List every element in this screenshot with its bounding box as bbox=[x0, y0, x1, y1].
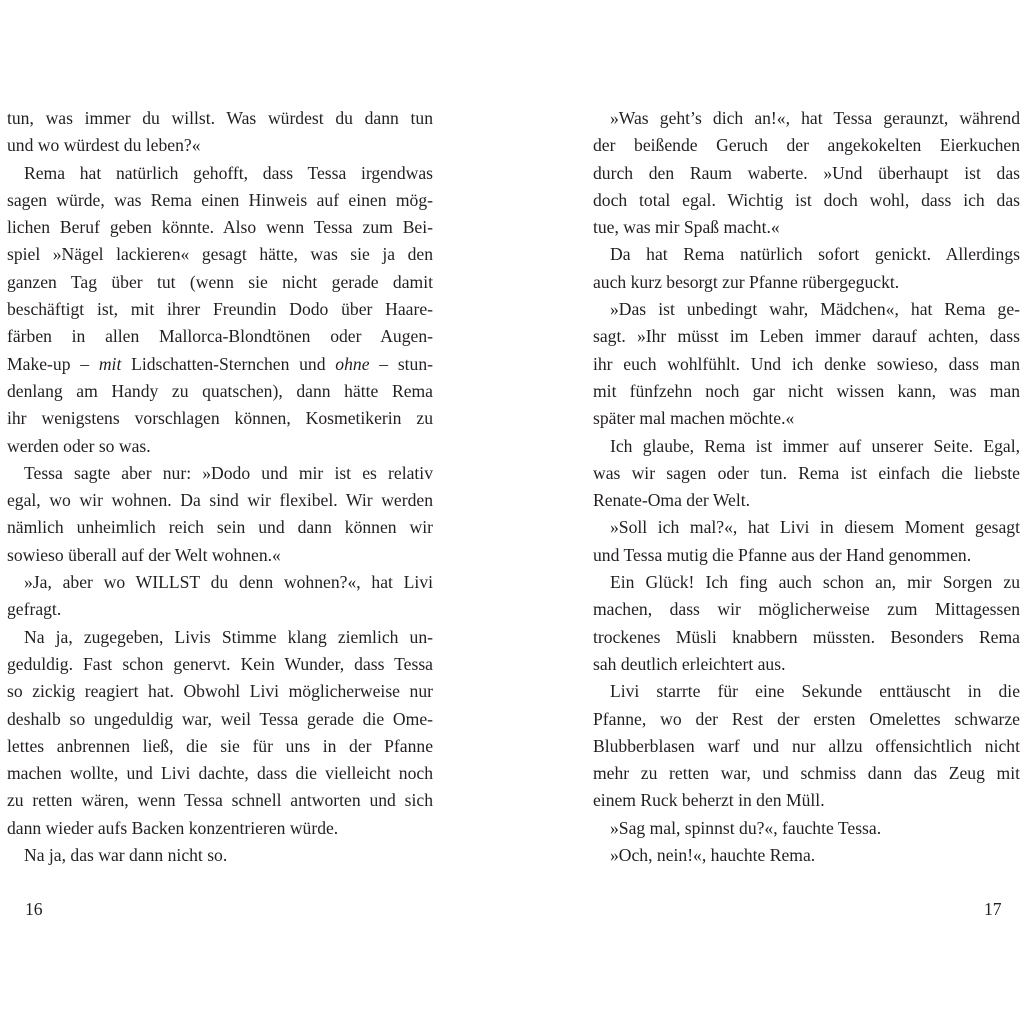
text-line: ihr euch wohlfühlt. Und ich denke sowieso, dass man bbox=[593, 353, 1020, 374]
text-line: »Ja, aber wo WILLST du denn wohnen?«, hat Livi bbox=[24, 572, 433, 593]
text-line: später mal machen möchte.« bbox=[593, 408, 795, 429]
text-line: sagt. »Ihr müsst im Leben immer darauf achten, dass bbox=[593, 326, 1020, 347]
text-line: dann wieder aufs Backen konzentrieren würde. bbox=[7, 817, 339, 838]
left-page-body bbox=[7, 105, 433, 869]
text-line: spiel »Nägel lackieren« gesagt hätte, was sie ja den bbox=[7, 244, 433, 265]
text-line: egal, wo wir wohnen. Da sind wir flexibel. Wir werden bbox=[7, 490, 433, 511]
text-line: mehr zu retten war, und schmiss dann das Zeug mit bbox=[593, 763, 1020, 784]
text-line: einem Ruck beherzt in den Müll. bbox=[593, 790, 825, 811]
text-line: sah deutlich erleichtert aus. bbox=[593, 653, 786, 674]
text-line: zu retten wären, wenn Tessa schnell antworten und sich bbox=[7, 790, 433, 811]
text-line: mit fünfzehn noch gar nicht wissen kann, was man bbox=[593, 380, 1020, 401]
text-line: Pfanne, wo der Rest der ersten Omelettes schwarze bbox=[593, 708, 1020, 729]
text-line: Na ja, das war dann nicht so. bbox=[24, 845, 228, 866]
text-line: »Was geht’s dich an!«, hat Tessa geraunzt, während bbox=[610, 108, 1020, 128]
text-line: denlang am Handy zu quatschen), dann hätte Rema bbox=[7, 380, 433, 401]
text-line: machen wollte, und Livi dachte, dass die vielleicht noch bbox=[7, 763, 433, 784]
text-line: lettes anbrennen ließ, die sie für uns in der Pfanne bbox=[7, 735, 433, 756]
text-line: nämlich unheimlich reich sein und dann können wir bbox=[7, 517, 433, 538]
text-line: »Soll ich mal?«, hat Livi in diesem Moment gesagt bbox=[610, 517, 1020, 538]
text-line: Make-up – mit Lidschatten-Sternchen und ohne – stun- bbox=[7, 353, 434, 374]
text-line: gefragt. bbox=[7, 599, 62, 620]
text-line: sowieso überall auf der Welt wohnen.« bbox=[7, 544, 281, 565]
text-line: und wo würdest du leben?« bbox=[7, 135, 201, 156]
text-line: doch total egal. Wichtig ist doch wohl, dass ich das bbox=[593, 189, 1020, 210]
text-line: Ich glaube, Rema ist immer auf unserer Seite. Egal, bbox=[610, 435, 1020, 456]
text-line: was wir sagen oder tun. Rema ist einfach die liebste bbox=[593, 462, 1020, 483]
text-line: Rema hat natürlich gehofft, dass Tessa irgendwas bbox=[24, 162, 433, 183]
text-line: Tessa sagte aber nur: »Dodo und mir ist es relativ bbox=[24, 462, 433, 483]
text-line: sagen würde, was Rema einen Hinweis auf einen mög- bbox=[7, 189, 433, 210]
text-line: trockenes Müsli knabbern müssten. Besonders Rema bbox=[593, 626, 1020, 647]
text-line: Renate-Oma der Welt. bbox=[593, 490, 751, 511]
text-line: ihr wenigstens vorschlagen können, Kosmetikerin zu bbox=[7, 408, 433, 429]
text-line: tue, was mir Spaß macht.« bbox=[593, 217, 780, 238]
text-line: beschäftigt ist, mit ihrer Freundin Dodo über Haare- bbox=[7, 299, 433, 320]
text-line: Livi starrte für eine Sekunde enttäuscht in die bbox=[610, 681, 1020, 702]
text-line: Da hat Rema natürlich sofort genickt. Allerdings bbox=[610, 244, 1020, 265]
page-number-left: 16 bbox=[25, 899, 43, 919]
text-line: auch kurz besorgt zur Pfanne rübergeguckt. bbox=[593, 271, 900, 292]
text-line: »Das ist unbedingt wahr, Mädchen«, hat Rema ge- bbox=[610, 299, 1020, 320]
text-line: tun, was immer du willst. Was würdest du dann tun bbox=[7, 108, 433, 128]
text-line: durch den Raum waberte. »Und überhaupt ist das bbox=[593, 162, 1020, 183]
text-line: geduldig. Fast schon genervt. Kein Wunder, dass Tessa bbox=[7, 653, 433, 674]
page-number-right: 17 bbox=[984, 899, 1002, 919]
text-line: Ein Glück! Ich fing auch schon an, mir Sorgen zu bbox=[610, 572, 1020, 593]
text-line: werden oder so was. bbox=[7, 435, 151, 456]
text-line: und Tessa mutig die Pfanne aus der Hand genommen. bbox=[593, 544, 972, 565]
text-line: so zickig reagiert hat. Obwohl Livi möglicherweise nur bbox=[7, 681, 433, 702]
text-line: »Sag mal, spinnst du?«, fauchte Tessa. bbox=[610, 817, 882, 838]
text-line: Na ja, zugegeben, Livis Stimme klang ziemlich un- bbox=[24, 626, 433, 647]
text-line: machen, dass wir möglicherweise zum Mittagessen bbox=[593, 599, 1020, 620]
right-page-body bbox=[593, 105, 1020, 869]
text-line: »Och, nein!«, hauchte Rema. bbox=[610, 845, 816, 866]
text-line: lichen Beruf geben könnte. Also wenn Tessa zum Bei- bbox=[7, 217, 433, 238]
text-line: deshalb so ungeduldig war, weil Tessa gerade die Ome- bbox=[7, 708, 433, 729]
text-line: Blubberblasen warf und nur allzu offensichtlich nicht bbox=[593, 735, 1020, 756]
text-line: färben in allen Mallorca-Blondtönen oder Augen- bbox=[7, 326, 433, 347]
text-line: ganzen Tag über tut (wenn sie nicht gerade damit bbox=[7, 271, 433, 292]
text-line: der beißende Geruch der angekokelten Eierkuchen bbox=[593, 135, 1020, 156]
